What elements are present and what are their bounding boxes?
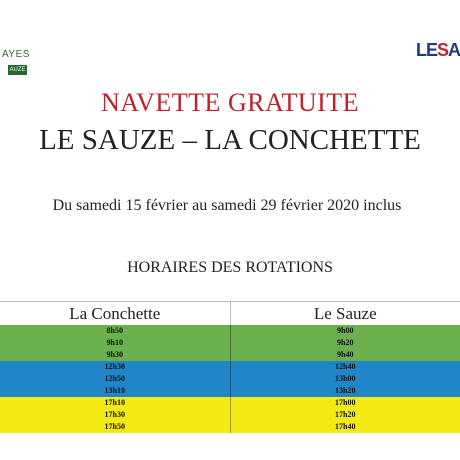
section-title: HORAIRES DES ROTATIONS	[127, 259, 333, 276]
time-sauze: 17h40	[230, 421, 460, 433]
table-row	[0, 373, 460, 385]
table-row	[0, 397, 460, 409]
table-header	[0, 301, 460, 325]
table-row	[0, 349, 460, 361]
table-row	[0, 361, 460, 373]
table-row	[0, 337, 460, 349]
time-sauze: 9h20	[230, 337, 460, 349]
time-sauze: 12h40	[230, 361, 460, 373]
left-logo-text: AYES	[2, 49, 30, 60]
column-header-conchette: La Conchette	[0, 301, 230, 325]
left-logo	[0, 38, 30, 78]
time-conchette: 13h10	[104, 386, 125, 395]
time-conchette: 8h50	[106, 326, 123, 335]
table-row	[0, 409, 460, 421]
time-sauze: 13h00	[230, 373, 460, 385]
time-conchette: 17h10	[104, 398, 125, 407]
date-range: Du samedi 15 février au samedi 29 février 2020 inclus	[52, 197, 402, 214]
time-sauze: 9h00	[230, 325, 460, 337]
right-logo	[416, 40, 460, 61]
time-sauze: 17h00	[230, 397, 460, 409]
right-logo-le: LE	[415, 40, 437, 60]
right-logo-a: A	[448, 40, 460, 60]
time-sauze: 17h20	[230, 409, 460, 421]
time-conchette: 17h50	[104, 422, 125, 431]
schedule-table	[0, 301, 460, 433]
column-header-sauze: Le Sauze	[230, 301, 460, 325]
time-conchette: 9h10	[106, 338, 123, 347]
left-logo-badge: AUZE	[9, 67, 26, 73]
time-sauze: 13h20	[230, 385, 460, 397]
table-body	[0, 325, 460, 433]
time-conchette: 12h30	[104, 362, 125, 371]
right-logo-s: S	[436, 40, 448, 60]
table-row	[0, 325, 460, 337]
time-sauze: 9h40	[230, 349, 460, 361]
title-navette: NAVETTE GRATUITE	[100, 88, 360, 117]
time-conchette: 9h30	[106, 350, 123, 359]
title-route: LE SAUZE – LA CONCHETTE	[39, 124, 421, 156]
table-row	[0, 421, 460, 433]
time-conchette: 12h50	[104, 374, 125, 383]
table-row	[0, 385, 460, 397]
time-conchette: 17h30	[104, 410, 125, 419]
